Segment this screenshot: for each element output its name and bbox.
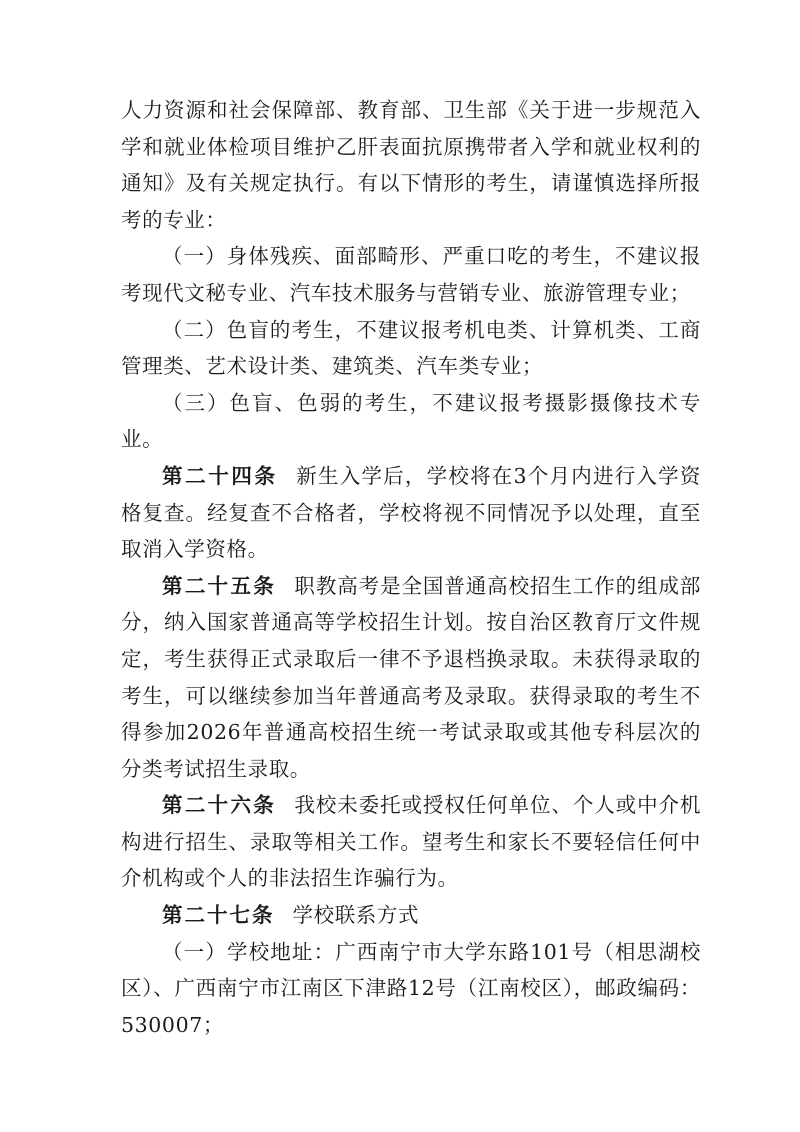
list-item-2: （二）色盲的考生，不建议报考机电类、计算机类、工商管理类、艺术设计类、建筑类、汽车类专业； [121,317,701,379]
article-24 [121,458,701,568]
article-heading: 第二十七条 [162,903,275,928]
contact-item-1: （一）学校地址：广西南宁市大学东路101号（相思湖校区）、广西南宁市江南区下津路12号（江南校区），邮政编码：530007； [121,939,701,1037]
article-text: 新生入学后，学校将在3个月内进行入学资格复查。经复查不合格者，学校将视不同情况予以处理，直至取消入学资格。 [121,463,701,562]
article-27 [121,897,701,934]
article-26 [121,787,701,897]
list-item-3: （三）色盲、色弱的考生，不建议报考摄影摄像技术专业。 [121,390,701,452]
article-25 [121,568,701,788]
article-text: 学校联系方式 [292,903,420,928]
article-heading: 第二十五条 [162,573,277,598]
list-item-1: （一）身体残疾、面部畸形、严重口吃的考生，不建议报考现代文秘专业、汽车技术服务与营销专业、旅游管理专业； [121,244,701,305]
article-text: 我校未委托或授权任何单位、个人或中介机构进行招生、录取等相关工作。望考生和家长不要轻信任何中介机构或个人的非法招生诈骗行为。 [121,793,702,891]
article-heading: 第二十四条 [162,463,278,488]
document-body [121,92,701,1043]
continuation-paragraph: 人力资源和社会保障部、教育部、卫生部《关于进一步规范入学和就业体检项目维护乙肝表面抗原携带者入学和就业权利的通知》及有关规定执行。有以下情形的考生，请谨慎选择所报考的专业： [121,98,701,232]
article-text: 职教高考是全国普通高校招生工作的组成部分，纳入国家普通高等学校招生计划。按自治区教育厅文件规定，考生获得正式录取后一律不予退档换录取。未获得录取的考生，可以继续参加当年普通高考及录取。获得录取的考生不得参加2026年普通高校招生统一考试录取或其他专科层次的分类考试招生录取。 [121,573,702,781]
article-heading: 第二十六条 [162,793,277,818]
